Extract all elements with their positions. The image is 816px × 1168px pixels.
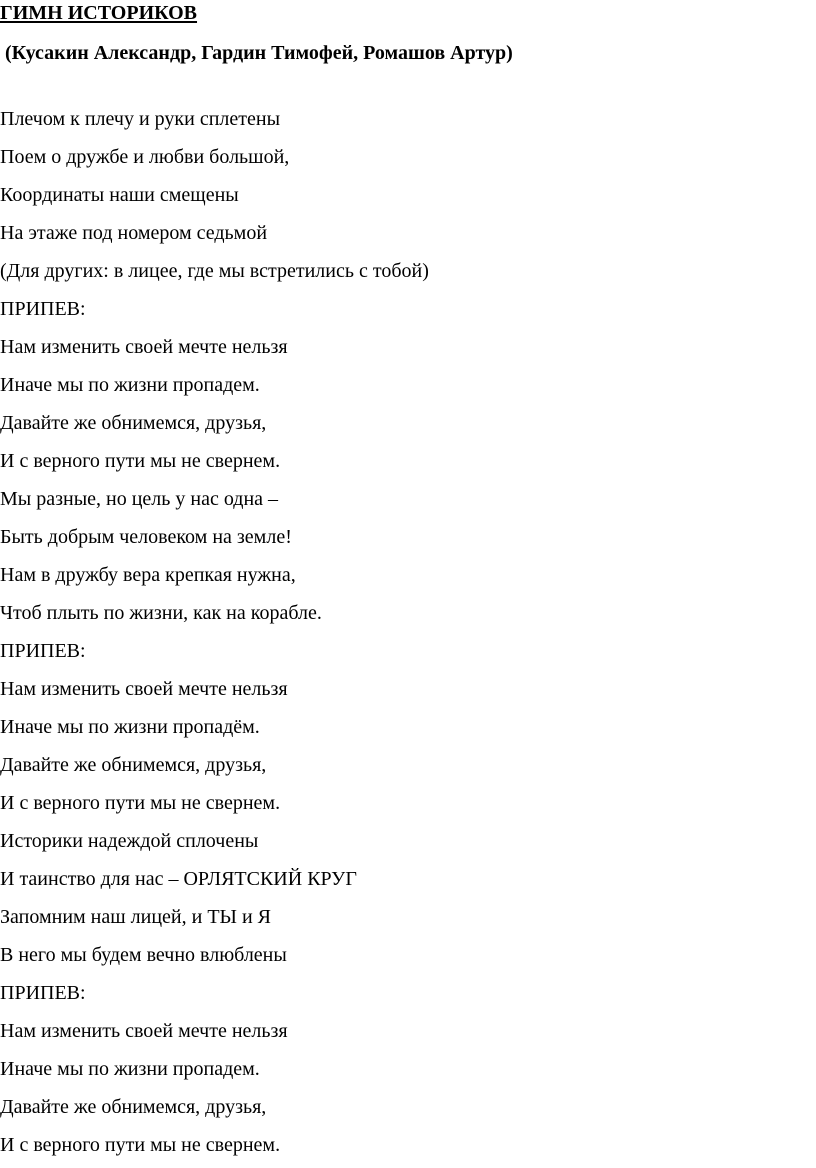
lyric-line: Запомним наш лицей, и ТЫ и Я [0,906,272,928]
lyric-line: Плечом к плечу и руки сплетены [0,108,281,130]
lyric-line: Иначе мы по жизни пропадем. [0,1058,260,1080]
lyric-line: Нам в дружбу вера крепкая нужна, [0,564,296,586]
chorus-label: ПРИПЕВ: [0,640,86,662]
lyric-line: И с верного пути мы не свернем. [0,1134,281,1156]
lyric-line: Поем о дружбе и любви большой, [0,146,290,168]
lyric-line: (Для других: в лицее, где мы встретились с тобой) [0,260,429,282]
lyric-line: Координаты наши смещены [0,184,239,206]
lyric-line: Быть добрым человеком на земле! [0,526,292,548]
lyric-line: Иначе мы по жизни пропадём. [0,716,260,738]
lyric-line: Нам изменить своей мечте нельзя [0,1020,288,1042]
lyric-line: И таинство для нас – ОРЛЯТСКИЙ КРУГ [0,868,357,890]
chorus-label: ПРИПЕВ: [0,298,86,320]
lyric-line: Мы разные, но цель у нас одна – [0,488,279,510]
chorus-label: ПРИПЕВ: [0,982,86,1004]
lyric-line: Давайте же обнимемся, друзья, [0,1096,267,1118]
lyric-line: Давайте же обнимемся, друзья, [0,754,267,776]
lyric-line: В него мы будем вечно влюблены [0,944,287,966]
lyric-line: Чтоб плыть по жизни, как на корабле. [0,602,322,624]
authors-line: (Кусакин Александр, Гардин Тимофей, Ромашов Артур) [5,42,513,64]
lyric-line: И с верного пути мы не свернем. [0,792,281,814]
lyric-line: Историки надеждой сплочены [0,830,259,852]
document-title: ГИМН ИСТОРИКОВ [0,2,198,24]
lyric-line: И с верного пути мы не свернем. [0,450,281,472]
lyric-line: Нам изменить своей мечте нельзя [0,336,288,358]
lyric-line: На этаже под номером седьмой [0,222,268,244]
lyric-line: Давайте же обнимемся, друзья, [0,412,267,434]
lyrics-text [0,100,429,1164]
lyric-line: Нам изменить своей мечте нельзя [0,678,288,700]
lyric-line: Иначе мы по жизни пропадем. [0,374,260,396]
